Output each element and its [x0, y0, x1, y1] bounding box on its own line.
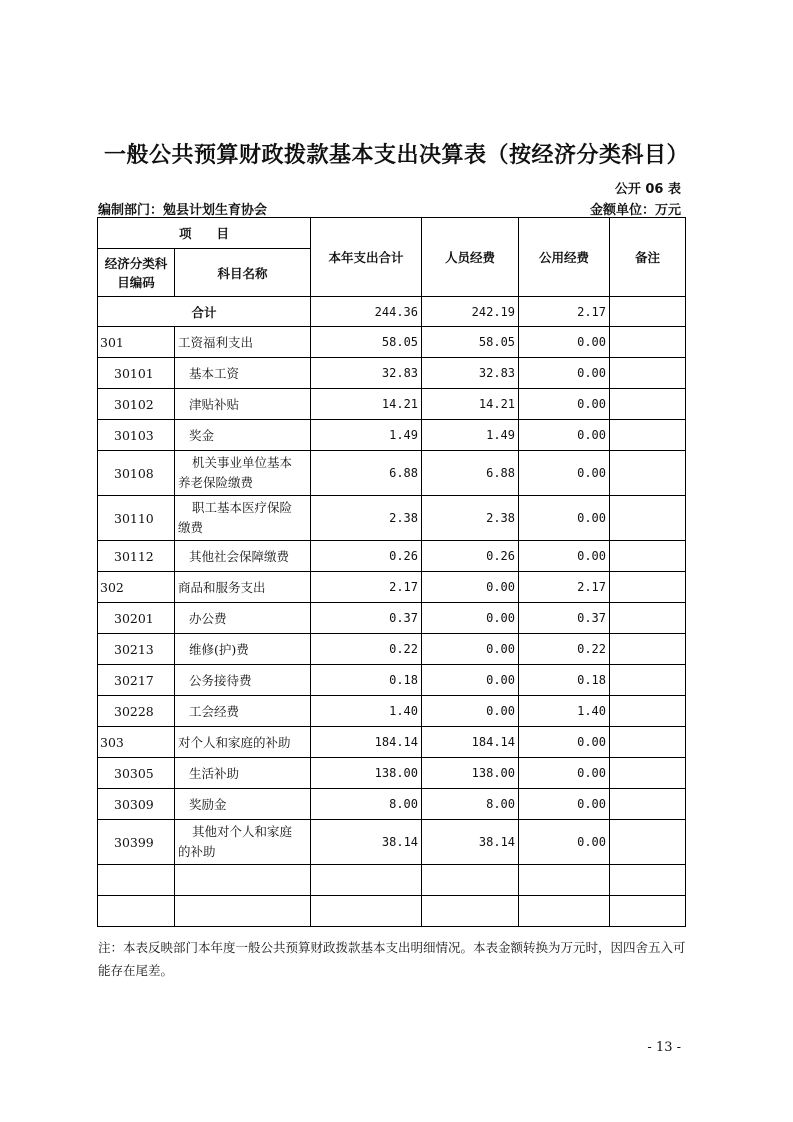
row-code: 30103: [98, 420, 175, 451]
row-personnel: 6.88: [422, 451, 519, 496]
row-remark: [610, 358, 686, 389]
row-public: 0.00: [519, 389, 610, 420]
header-total: 本年支出合计: [311, 218, 422, 297]
row-name-line1: 其他对个人和家庭: [192, 824, 293, 839]
empty-cell: [610, 865, 686, 896]
row-name: 办公费: [175, 603, 311, 634]
row-code: 302: [98, 572, 175, 603]
row-personnel: 0.00: [422, 572, 519, 603]
row-public: 0.00: [519, 820, 610, 865]
form-number: 公开 06 表: [614, 182, 681, 197]
header-item: 项 目: [98, 218, 311, 249]
empty-cell: [175, 896, 311, 927]
empty-cell: [311, 896, 422, 927]
row-public: 0.37: [519, 603, 610, 634]
row-name-line2: 缴费: [178, 520, 204, 535]
row-personnel: 14.21: [422, 389, 519, 420]
row-personnel: 0.26: [422, 541, 519, 572]
row-name: 奖励金: [175, 789, 311, 820]
row-code: 30309: [98, 789, 175, 820]
table-row: [98, 327, 686, 358]
empty-cell: [311, 865, 422, 896]
page-title: 一般公共预算财政拨款基本支出决算表（按经济分类科目）: [103, 143, 689, 168]
row-public: 0.00: [519, 727, 610, 758]
row-code: 30399: [98, 820, 175, 865]
row-code: 30101: [98, 358, 175, 389]
row-public: 0.18: [519, 665, 610, 696]
header-remark: 备注: [610, 218, 686, 297]
row-personnel: 184.14: [422, 727, 519, 758]
row-code: 30110: [98, 496, 175, 541]
row-personnel: 58.05: [422, 327, 519, 358]
row-remark: [610, 327, 686, 358]
table-row: [98, 496, 686, 541]
row-name: 基本工资: [175, 358, 311, 389]
row-total: 58.05: [311, 327, 422, 358]
row-total: 2.17: [311, 572, 422, 603]
row-total: 32.83: [311, 358, 422, 389]
row-total: 1.40: [311, 696, 422, 727]
total-label: 合计: [98, 297, 311, 327]
table-row: [98, 820, 686, 865]
row-personnel: 1.49: [422, 420, 519, 451]
empty-cell: [610, 896, 686, 927]
row-name: 维修(护)费: [175, 634, 311, 665]
expenditure-table: [97, 217, 686, 927]
row-public: 1.40: [519, 696, 610, 727]
empty-row: [98, 896, 686, 927]
row-personnel: 38.14: [422, 820, 519, 865]
row-total: 6.88: [311, 451, 422, 496]
row-personnel: 8.00: [422, 789, 519, 820]
row-remark: [610, 451, 686, 496]
row-total: 38.14: [311, 820, 422, 865]
row-code: 30112: [98, 541, 175, 572]
total-personnel: 242.19: [422, 297, 519, 327]
total-public: 2.17: [519, 297, 610, 327]
row-total: 0.22: [311, 634, 422, 665]
header-personnel: 人员经费: [422, 218, 519, 297]
row-public: 0.00: [519, 758, 610, 789]
row-remark: [610, 696, 686, 727]
row-total: 0.37: [311, 603, 422, 634]
amount-unit-label: 金额单位：万元: [589, 203, 681, 218]
empty-cell: [98, 896, 175, 927]
row-name: 商品和服务支出: [175, 572, 311, 603]
department-label: 编制部门：勉县计划生育协会: [98, 203, 268, 218]
total-amount: 244.36: [311, 297, 422, 327]
table-row: [98, 665, 686, 696]
row-total: 138.00: [311, 758, 422, 789]
row-remark: [610, 572, 686, 603]
row-remark: [610, 758, 686, 789]
empty-row: [98, 865, 686, 896]
row-code: 30305: [98, 758, 175, 789]
header-public: 公用经费: [519, 218, 610, 297]
table-row: [98, 572, 686, 603]
total-row: [98, 297, 686, 327]
row-public: 0.00: [519, 541, 610, 572]
table-row: [98, 789, 686, 820]
header-name: 科目名称: [175, 249, 311, 297]
row-remark: [610, 634, 686, 665]
row-personnel: 0.00: [422, 696, 519, 727]
table-row: [98, 727, 686, 758]
row-name: 其他社会保障缴费: [175, 541, 311, 572]
table-row: [98, 634, 686, 665]
row-name: 对个人和家庭的补助: [175, 727, 311, 758]
row-public: 2.17: [519, 572, 610, 603]
empty-cell: [422, 896, 519, 927]
table-row: [98, 541, 686, 572]
row-name-line1: 机关事业单位基本: [192, 455, 293, 470]
row-remark: [610, 820, 686, 865]
empty-cell: [422, 865, 519, 896]
row-code: 30217: [98, 665, 175, 696]
row-code: 30228: [98, 696, 175, 727]
row-personnel: 2.38: [422, 496, 519, 541]
row-name: [175, 496, 311, 541]
row-name: [175, 820, 311, 865]
row-personnel: 0.00: [422, 634, 519, 665]
table-row: [98, 696, 686, 727]
table-row: [98, 420, 686, 451]
table-row: [98, 603, 686, 634]
row-personnel: 0.00: [422, 603, 519, 634]
table-row: [98, 358, 686, 389]
empty-cell: [175, 865, 311, 896]
empty-cell: [98, 865, 175, 896]
row-total: 8.00: [311, 789, 422, 820]
row-public: 0.00: [519, 358, 610, 389]
row-total: 1.49: [311, 420, 422, 451]
row-code: 30213: [98, 634, 175, 665]
row-public: 0.00: [519, 496, 610, 541]
row-name-line2: 的补助: [178, 844, 216, 859]
page-number: - 13 -: [647, 1040, 681, 1055]
row-name: 奖金: [175, 420, 311, 451]
empty-cell: [519, 896, 610, 927]
total-remark: [610, 297, 686, 327]
row-remark: [610, 389, 686, 420]
table-row: [98, 389, 686, 420]
row-remark: [610, 603, 686, 634]
row-name: 公务接待费: [175, 665, 311, 696]
row-name: 生活补助: [175, 758, 311, 789]
row-total: 184.14: [311, 727, 422, 758]
row-personnel: 0.00: [422, 665, 519, 696]
row-public: 0.00: [519, 789, 610, 820]
row-remark: [610, 496, 686, 541]
row-remark: [610, 665, 686, 696]
table-body: [98, 297, 686, 927]
row-public: 0.22: [519, 634, 610, 665]
empty-cell: [519, 865, 610, 896]
row-public: 0.00: [519, 451, 610, 496]
row-code: 30201: [98, 603, 175, 634]
row-name: 工会经费: [175, 696, 311, 727]
row-code: 301: [98, 327, 175, 358]
table-row: [98, 451, 686, 496]
row-name: 工资福利支出: [175, 327, 311, 358]
footnote: 注：本表反映部门本年度一般公共预算财政拨款基本支出明细情况。本表金额转换为万元时，因四舍五入可能存在尾差。: [98, 940, 686, 978]
row-remark: [610, 789, 686, 820]
row-code: 303: [98, 727, 175, 758]
header-code: 经济分类科目编码: [98, 249, 175, 297]
row-code: 30102: [98, 389, 175, 420]
row-code: 30108: [98, 451, 175, 496]
row-name: [175, 451, 311, 496]
row-personnel: 32.83: [422, 358, 519, 389]
row-total: 0.26: [311, 541, 422, 572]
row-total: 0.18: [311, 665, 422, 696]
row-total: 2.38: [311, 496, 422, 541]
row-total: 14.21: [311, 389, 422, 420]
row-public: 0.00: [519, 420, 610, 451]
row-remark: [610, 541, 686, 572]
row-personnel: 138.00: [422, 758, 519, 789]
table-row: [98, 758, 686, 789]
row-remark: [610, 420, 686, 451]
row-name: 津贴补贴: [175, 389, 311, 420]
row-remark: [610, 727, 686, 758]
row-name-line2: 养老保险缴费: [178, 475, 254, 490]
row-public: 0.00: [519, 327, 610, 358]
row-name-line1: 职工基本医疗保险: [192, 500, 293, 515]
